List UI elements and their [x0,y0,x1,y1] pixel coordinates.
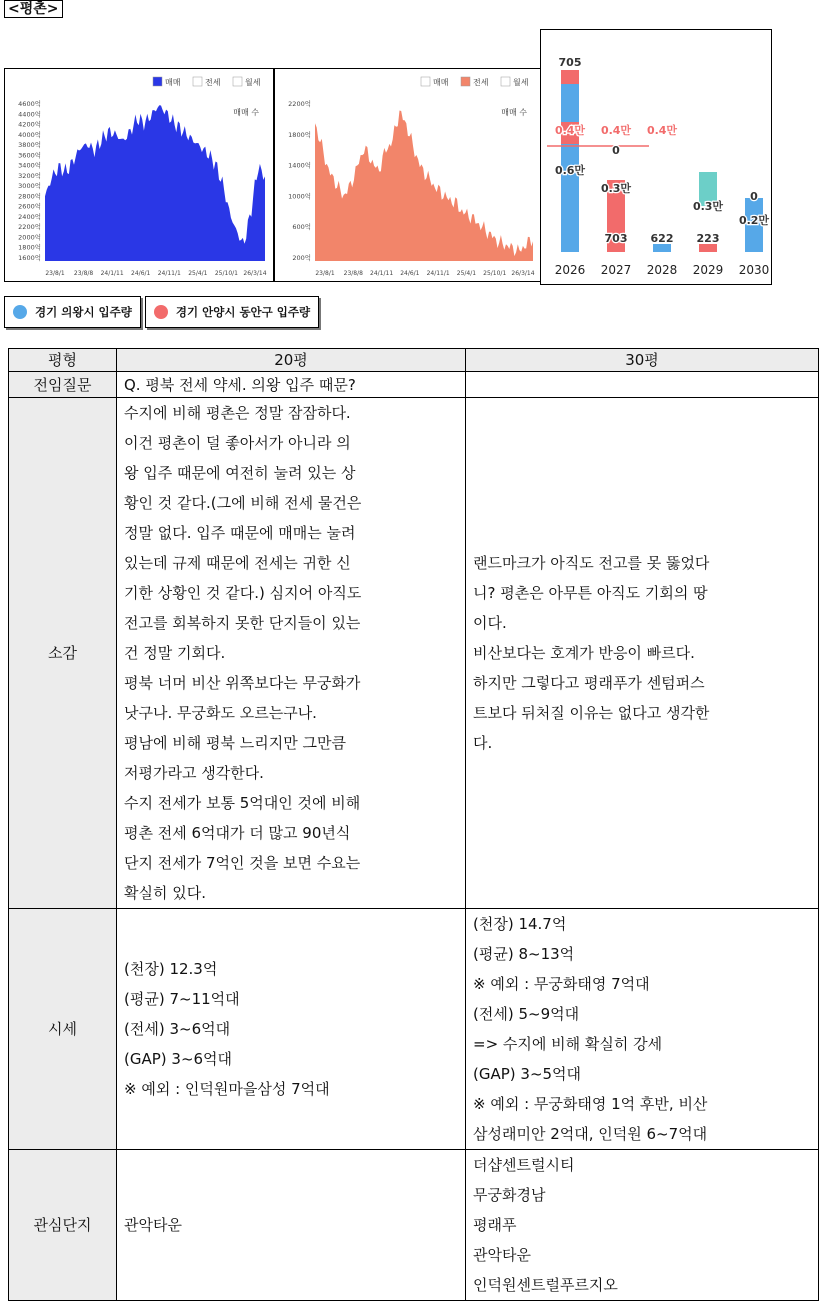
supply-bar-chart [540,29,772,285]
price-20-line: (전세) 3~6억대 [124,1020,231,1038]
bar-value-label: 0.6만 [554,164,586,177]
question-row [9,372,819,398]
y-tick-label: 1800억 [288,130,311,139]
price-20-line: (평균) 7~11억대 [124,990,240,1008]
x-category-label: 2027 [600,263,632,277]
x-tick-label: 23/8/1 [315,270,335,277]
price-20-line: (천장) 12.3억 [124,960,218,978]
price-30-line: (천장) 14.7억 [473,915,567,933]
legend-anyang [145,296,319,328]
bar-value-label: 0.4만 [554,124,586,137]
impression-30 [466,398,819,909]
y-tick-label: 3200억 [18,171,41,180]
header-pyeong: 평형 [9,349,117,372]
legend-anyang-label: 경기 안양시 동안구 입주량 [175,305,311,319]
impression-20 [117,398,466,909]
y-tick-label: 2400억 [18,212,41,221]
x-tick-label: 24/1/11 [100,270,124,277]
price-30-line: ※ 예외 : 무궁화태영 7억대 [473,975,650,993]
interest-row [9,1150,819,1301]
y-tick-label: 4200억 [18,120,41,129]
y-tick-label: 1800억 [18,243,41,252]
price-row [9,909,819,1150]
x-tick-label: 24/6/1 [400,270,420,277]
legend-anyang-dot [154,305,168,319]
y-tick-label: 2600억 [18,202,41,211]
chart-annotation: 매매 수 [501,108,527,117]
impression-20-line: 평남에 비해 평북 느리지만 그만큼 [124,734,346,752]
x-tick-label: 24/6/1 [131,270,151,277]
price-30-line: ※ 예외 : 무궁화태영 1억 후반, 비산 [473,1095,708,1113]
x-tick-label: 24/11/1 [426,270,450,277]
interest-30-line: 인덕원센트럴푸르지오 [473,1276,618,1294]
document-title: <평촌> [4,0,63,18]
header-30: 30평 [466,349,819,372]
legend-label: 매매 [433,78,449,87]
y-tick-label: 1000억 [288,192,311,201]
y-tick-label: 2200억 [288,100,311,108]
legend-uiwang [4,296,141,328]
bar-value-label: 0.3만 [600,182,632,195]
impression-20-line: 왕 입주 때문에 여전히 눌려 있는 상 [124,464,356,482]
sales-volume-chart-svg [5,69,273,281]
x-category-label: 2030 [738,263,770,277]
impression-30-line: 랜드마크가 아직도 전고를 못 뚫었다 [473,554,710,572]
interest-30-line: 더샵센트럴시티 [473,1156,575,1174]
price-label: 시세 [9,909,117,1150]
table-header-row [9,349,819,372]
bar-value-label: 0.4만 [646,124,678,137]
x-category-label: 2028 [646,263,678,277]
jeonse-volume-chart-svg [275,69,541,281]
bar-value-label: 703 [604,232,628,245]
bar-value-label: 0 [612,144,620,157]
price-30-line: => 수지에 비해 확실히 강세 [473,1035,663,1053]
x-tick-label: 23/8/1 [45,270,65,277]
x-tick-label: 24/1/11 [370,270,394,277]
impression-20-line: 전고를 회복하지 못한 단지들이 있는 [124,614,361,632]
x-tick-label: 26/3/14 [511,270,535,277]
y-tick-label: 4600억 [18,100,41,108]
jeonse-volume-chart [274,68,542,282]
interest-30-line: 관악타운 [473,1246,531,1264]
impression-20-line: 기한 상황인 것 같다.) 심지어 아직도 [124,584,362,602]
header-20: 20평 [117,349,466,372]
x-tick-label: 24/11/1 [157,270,181,277]
price-20-line: ※ 예외 : 인덕원마을삼성 7억대 [124,1080,330,1098]
bar-segment [653,244,671,252]
price-30-line: (평균) 8~13억 [473,945,575,963]
impression-20-line: 평촌 전세 6억대가 더 많고 90년식 [124,824,351,842]
legend-swatch [193,77,202,86]
impression-20-line: 있는데 규제 때문에 전세는 귀한 신 [124,554,351,572]
legend-label: 전세 [473,78,489,87]
impression-30-line: 다. [473,734,493,752]
x-tick-label: 25/4/1 [188,270,208,277]
impression-20-line: 수지 전세가 보통 5억대인 것에 비해 [124,794,361,812]
bar-segment [561,70,579,84]
impression-20-line: 황인 것 같다.(그에 비해 전세 물건은 [124,494,362,512]
bar-value-label: 0.2만 [738,214,770,227]
bar-value-label: 223 [696,232,720,245]
sales-volume-chart [4,68,274,282]
price-20 [117,909,466,1150]
impression-20-line: 저평가라고 생각한다. [124,764,264,782]
legend-swatch [421,77,430,86]
supply-bar-chart-svg [541,30,771,284]
supply-legend [4,296,323,328]
legend-swatch [233,77,242,86]
legend-swatch [153,77,162,86]
bar-value-label: 0.4만 [600,124,632,137]
price-30-line: (전세) 5~9억대 [473,1005,580,1023]
price-30-line: 삼성래미안 2억대, 인덕원 6~7억대 [473,1125,708,1143]
impression-20-line: 평북 너머 비산 위쪽보다는 무궁화가 [124,674,361,692]
question-label: 전임질문 [9,372,117,398]
impression-30-line: 하지만 그렇다고 평래푸가 센텀퍼스 [473,674,705,692]
interest-30 [466,1150,819,1301]
area-series [45,105,265,261]
impression-20-line: 확실히 있다. [124,884,206,902]
bar-value-label: 622 [650,232,674,245]
interest-30-line: 평래푸 [473,1216,517,1234]
interest-30-line: 무궁화경남 [473,1186,546,1204]
impression-30-line: 트보다 뒤처질 이유는 없다고 생각한 [473,704,710,722]
impression-20-line: 이건 평촌이 덜 좋아서가 아니라 의 [124,434,351,452]
legend-swatch [461,77,470,86]
comparison-table [8,348,819,1301]
bar-value-label: 705 [558,56,582,69]
x-tick-label: 23/8/8 [73,270,94,277]
x-tick-label: 25/10/1 [214,270,238,277]
price-20-line: (GAP) 3~6억대 [124,1050,233,1068]
interest-20: 관악타운 [117,1150,466,1301]
impression-30-line: 니? 평촌은 아무튼 아직도 기회의 땅 [473,584,708,602]
y-tick-label: 3600억 [18,151,41,160]
y-tick-label: 600억 [292,223,311,232]
x-tick-label: 26/3/14 [243,270,267,277]
impression-20-line: 정말 없다. 입주 때문에 매매는 눌려 [124,524,356,542]
y-tick-label: 4000억 [18,130,41,139]
impression-20-line: 낫구나. 무궁화도 오르는구나. [124,704,317,722]
price-30 [466,909,819,1150]
impression-30-line: 비산보다는 호계가 반응이 빠르다. [473,644,695,662]
price-30-line: (GAP) 3~5억대 [473,1065,582,1083]
area-series [315,111,533,262]
y-tick-label: 1600억 [18,254,41,262]
y-tick-label: 1400억 [288,161,311,170]
impression-30-line: 이다. [473,614,507,632]
x-tick-label: 25/10/1 [483,270,507,277]
bar-value-label: 0 [750,190,758,203]
y-tick-label: 3400억 [18,161,41,170]
legend-swatch [501,77,510,86]
interest-label: 관심단지 [9,1150,117,1301]
legend-label: 월세 [513,78,529,87]
impression-20-line: 수지에 비해 평촌은 정말 잠잠하다. [124,404,351,422]
chart-annotation: 매매 수 [233,108,259,117]
x-category-label: 2029 [692,263,724,277]
bar-segment [699,244,717,252]
legend-label: 매매 [165,78,181,87]
y-tick-label: 4400억 [18,110,41,119]
bar-value-label: 0.3만 [692,200,724,213]
y-tick-label: 200억 [292,254,311,262]
impression-20-line: 단지 전세가 7억인 것을 보면 수요는 [124,854,361,872]
legend-label: 월세 [245,78,261,87]
x-tick-label: 23/8/8 [343,270,363,277]
x-category-label: 2026 [554,263,586,277]
impression-row [9,398,819,909]
y-tick-label: 3000억 [18,182,41,191]
x-tick-label: 25/4/1 [456,270,477,277]
question-30 [466,372,819,398]
impression-20-line: 건 정말 기회다. [124,644,226,662]
impression-label: 소감 [9,398,117,909]
question-20: Q. 평북 전세 약세. 의왕 입주 때문? [117,372,466,398]
legend-uiwang-label: 경기 의왕시 입주량 [35,305,132,319]
y-tick-label: 3800억 [18,141,41,150]
y-tick-label: 2200억 [18,223,41,232]
y-tick-label: 2000억 [18,233,41,242]
legend-uiwang-dot [13,305,27,319]
y-tick-label: 2800억 [18,192,41,201]
legend-label: 전세 [205,78,221,87]
